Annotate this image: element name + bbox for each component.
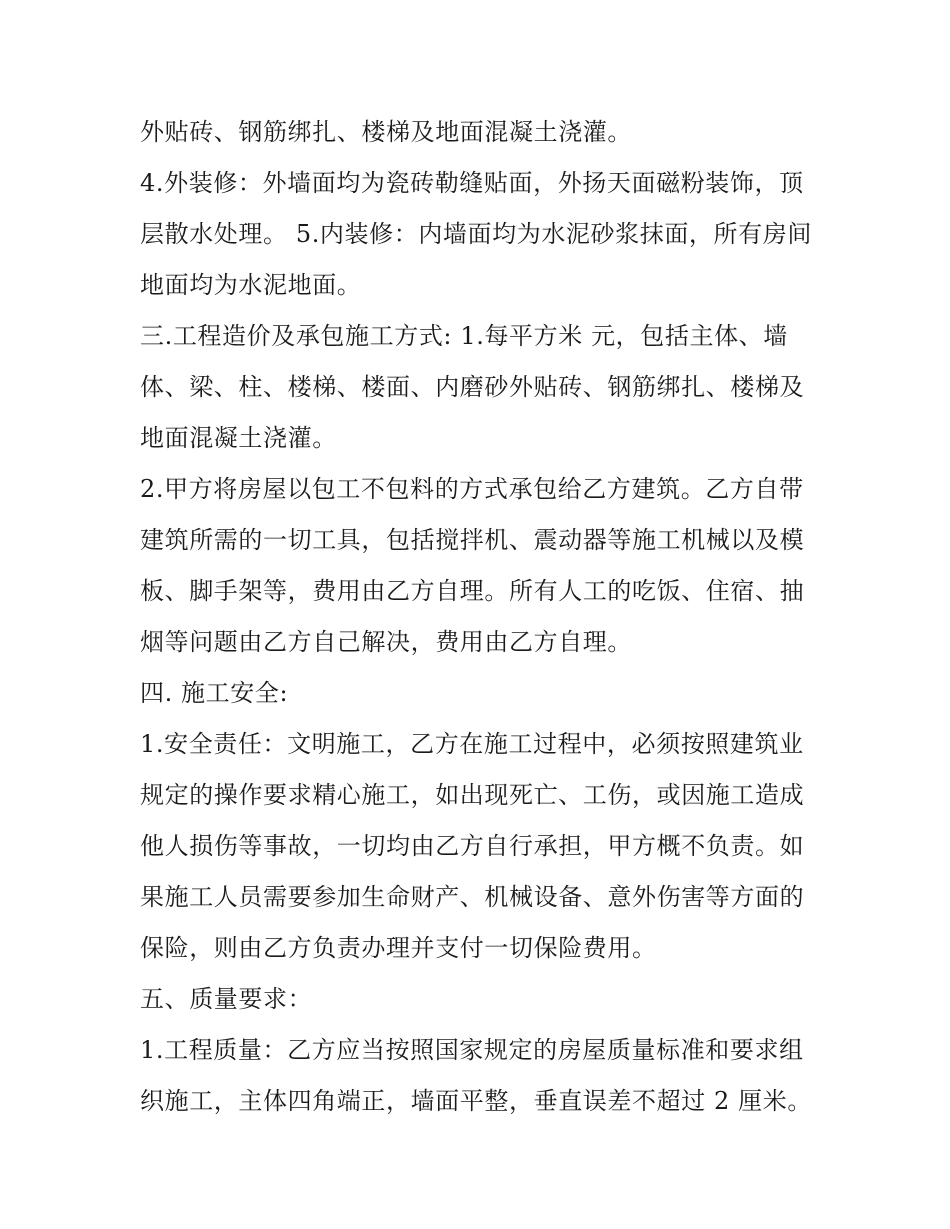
text-line: 1.安全责任：文明施工，乙方在施工过程中，必须按照建筑业	[140, 730, 804, 758]
text-line: 建筑所需的一切工具，包括搅拌机、震动器等施工机械以及模	[140, 526, 805, 554]
text-line: 规定的操作要求精心施工，如出现死亡、工伤，或因施工造成	[140, 781, 805, 809]
text-line: 三.工程造价及承包施工方式: 1.每平方米 元，包括主体、墙	[140, 322, 788, 350]
text-line: 层散水处理。 5.内装修：内墙面均为水泥砂浆抹面，所有房间	[140, 220, 812, 248]
text-line: 织施工，主体四角端正，墙面平整，垂直误差不超过 2 厘米。	[140, 1087, 812, 1115]
text-line: 地面均为水泥地面。	[140, 271, 362, 299]
text-line: 2.甲方将房屋以包工不包料的方式承包给乙方建筑。乙方自带	[140, 475, 804, 503]
section-heading: 四. 施工安全:	[140, 679, 289, 707]
text-line: 保险，则由乙方负责办理并支付一切保险费用。	[140, 934, 657, 962]
text-line: 他人损伤等事故，一切均由乙方自行承担，甲方概不负责。如	[140, 832, 805, 860]
section-heading: 五、质量要求：	[140, 985, 313, 1013]
text-line: 4.外装修：外墙面均为瓷砖勒缝贴面，外扬天面磁粉装饰，顶	[140, 169, 804, 197]
text-line: 1.工程质量：乙方应当按照国家规定的房屋质量标准和要求组	[140, 1036, 804, 1064]
document-body	[140, 107, 830, 1127]
text-line: 板、脚手架等，费用由乙方自理。所有人工的吃饭、住宿、抽	[140, 577, 805, 605]
text-line: 外贴砖、钢筋绑扎、楼梯及地面混凝土浇灌。	[140, 118, 632, 146]
text-line: 体、梁、柱、楼梯、楼面、内磨砂外贴砖、钢筋绑扎、楼梯及	[140, 373, 805, 401]
text-line: 果施工人员需要参加生命财产、机械设备、意外伤害等方面的	[140, 883, 805, 911]
text-line: 烟等问题由乙方自己解决，费用由乙方自理。	[140, 628, 632, 656]
text-line: 地面混凝土浇灌。	[140, 424, 337, 452]
